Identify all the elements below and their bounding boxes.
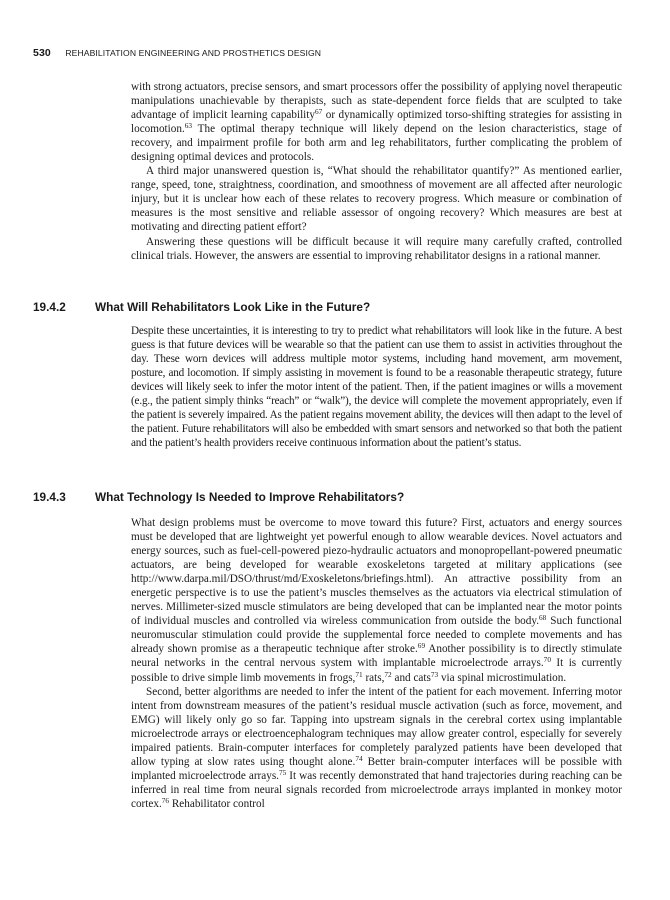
paragraph-clinical-trials: Answering these questions will be difficult because it will require many carefully crafted, controlled clinical trials. However, the answers are essential to improving rehabilitator designs in a rational manner. <box>131 235 622 262</box>
citation: 70 <box>543 655 551 665</box>
citation: 73 <box>430 669 439 679</box>
continued-text-block <box>131 80 622 263</box>
paragraph-therapy-techniques: with strong actuators, precise sensors, and smart processors offer the possibility of applying novel therapeutic manipulations unachievable by therapists, such as state-dependent force fields that are sculpted to take advantage of implicit learning capability$^{67}$ or dynamically optimized torso-shifting strategies for assisting in locomotion.$^{63}$ The optimal therapy technique will likely depend on the lesion characteristics, stage of recovery, and impairment profile for both arm and leg rehabilitators, further complicating the problem of designing optimal devices and protocols. <box>131 81 622 164</box>
paragraph-motor-intent: Second, better algorithms are needed to infer the intent of the patient for each movement. Inferring motor intent from downstream measures of the patient’s residual muscle activation (such as force, movement, and EMG) will likely only go so far. Tapping into upstream signals in the cerebral cortex using implantable microelectrode arrays or electroencephalogram techniques may allow greater control, especially for severely impaired patients. Brain-computer interfaces for completely paralyzed patients have been developed that allow typing at slow rates using thought alone.$^{74}$ Better brain-computer interfaces will be possible with implanted microelectrode arrays.$^{75}$ It was recently demonstrated that hand trajectories during reaching can be inferred in real time from neural signals recorded from microelectrode arrays implanted in monkey motor cortex.$^{76}$ Rehabilitator control <box>131 685 622 810</box>
section-19-4-3-body <box>131 516 622 811</box>
section-heading-19-4-3 <box>33 490 633 504</box>
citation: 69 <box>417 641 426 651</box>
section-number: 19.4.3 <box>33 490 66 504</box>
citation: 63 <box>184 121 193 131</box>
paragraph-future-rehabilitators: Despite these uncertainties, it is interesting to try to predict what rehabilitators will look like in the future. A best guess is that future devices will be wearable so that the patient can use them to assist in activities throughout the day. These worn devices will address multiple motor systems, including hand movement, arm movement, posture, and locomotion. If simply assisting in movement is found to be a reasonable therapeutic strategy, future devices will likely seek to infer the motor intent of the patient. Then, if the patient imagines or wills a movement (e.g., the patient simply thinks “reach” or “walk”), the device will complete the movement appropriately, even if the patient is severely impaired. As the patient regains movement ability, the devices will then adapt to the level of the patient. Future rehabilitators will also be embedded with smart sensors and networked so that both the patient and the patient’s health providers receive continuous information about the patient’s status. <box>131 325 622 450</box>
section-title: What Will Rehabilitators Look Like in the Future? <box>95 300 371 314</box>
section-title: What Technology Is Needed to Improve Rehabilitators? <box>95 490 405 504</box>
citation: 72 <box>384 669 392 679</box>
paragraph-quantify-question: A third major unanswered question is, “What should the rehabilitator quantify?” As mentioned earlier, range, speed, tone, straightness, coordination, and smoothness of movement are all affected after neurologic injury, but it is unclear how each of these relates to recovery progress. Which measure or combination of measures is the most sensitive and reliable assessor of ongoing recovery? Which measures are best at motivating and directing patient effort? <box>131 165 622 234</box>
section-heading-19-4-2 <box>33 300 633 314</box>
paragraph-design-problems: What design problems must be overcome to move toward this future? First, actuators and energy sources must be developed that are lightweight yet powerful enough to allow wearable devices. Novel actuators and energy sources, such as fuel-cell-powered piezo-hydraulic actuators and monopropellant-powered pneumatic actuators, are being developed for wearable exoskeletons targeted at military applications (see http://www.darpa.mil/DSO/thrust/md/Exoskeletons/briefings.html). An attractive possibility from an energetic perspective is to use the patient’s muscles themselves as the actuators via electrical stimulation of nerves. Millimeter-sized muscle stimulators are being developed that can be implanted near the motor points of individual muscles and controlled via wireless communication from outside the body.$^{68}$ Such functional neuromuscular stimulation could provide the supplemental force needed to complete movements and has already shown promise as a therapeutic technique after stroke.$^{69}$ Another possibility is to directly stimulate neural networks in the central nervous system with implantable microelectrode arrays.$^{70}$ It is currently possible to drive simple limb movements in frogs,$^{71}$ rats,$^{72}$ and cats$^{73}$ via spinal microstimulation. <box>131 517 623 684</box>
citation: 71 <box>355 669 363 679</box>
section-19-4-2-body <box>131 324 622 450</box>
section-number: 19.4.2 <box>33 300 66 314</box>
citation: 76 <box>161 795 170 805</box>
citation: 74 <box>355 753 363 763</box>
running-header <box>33 47 633 59</box>
citation: 68 <box>539 613 547 623</box>
citation: 67 <box>315 107 323 117</box>
citation: 75 <box>278 767 287 777</box>
page-number: 530 <box>33 47 51 59</box>
running-title: REHABILITATION ENGINEERING AND PROSTHETICS DESIGN <box>65 48 322 58</box>
